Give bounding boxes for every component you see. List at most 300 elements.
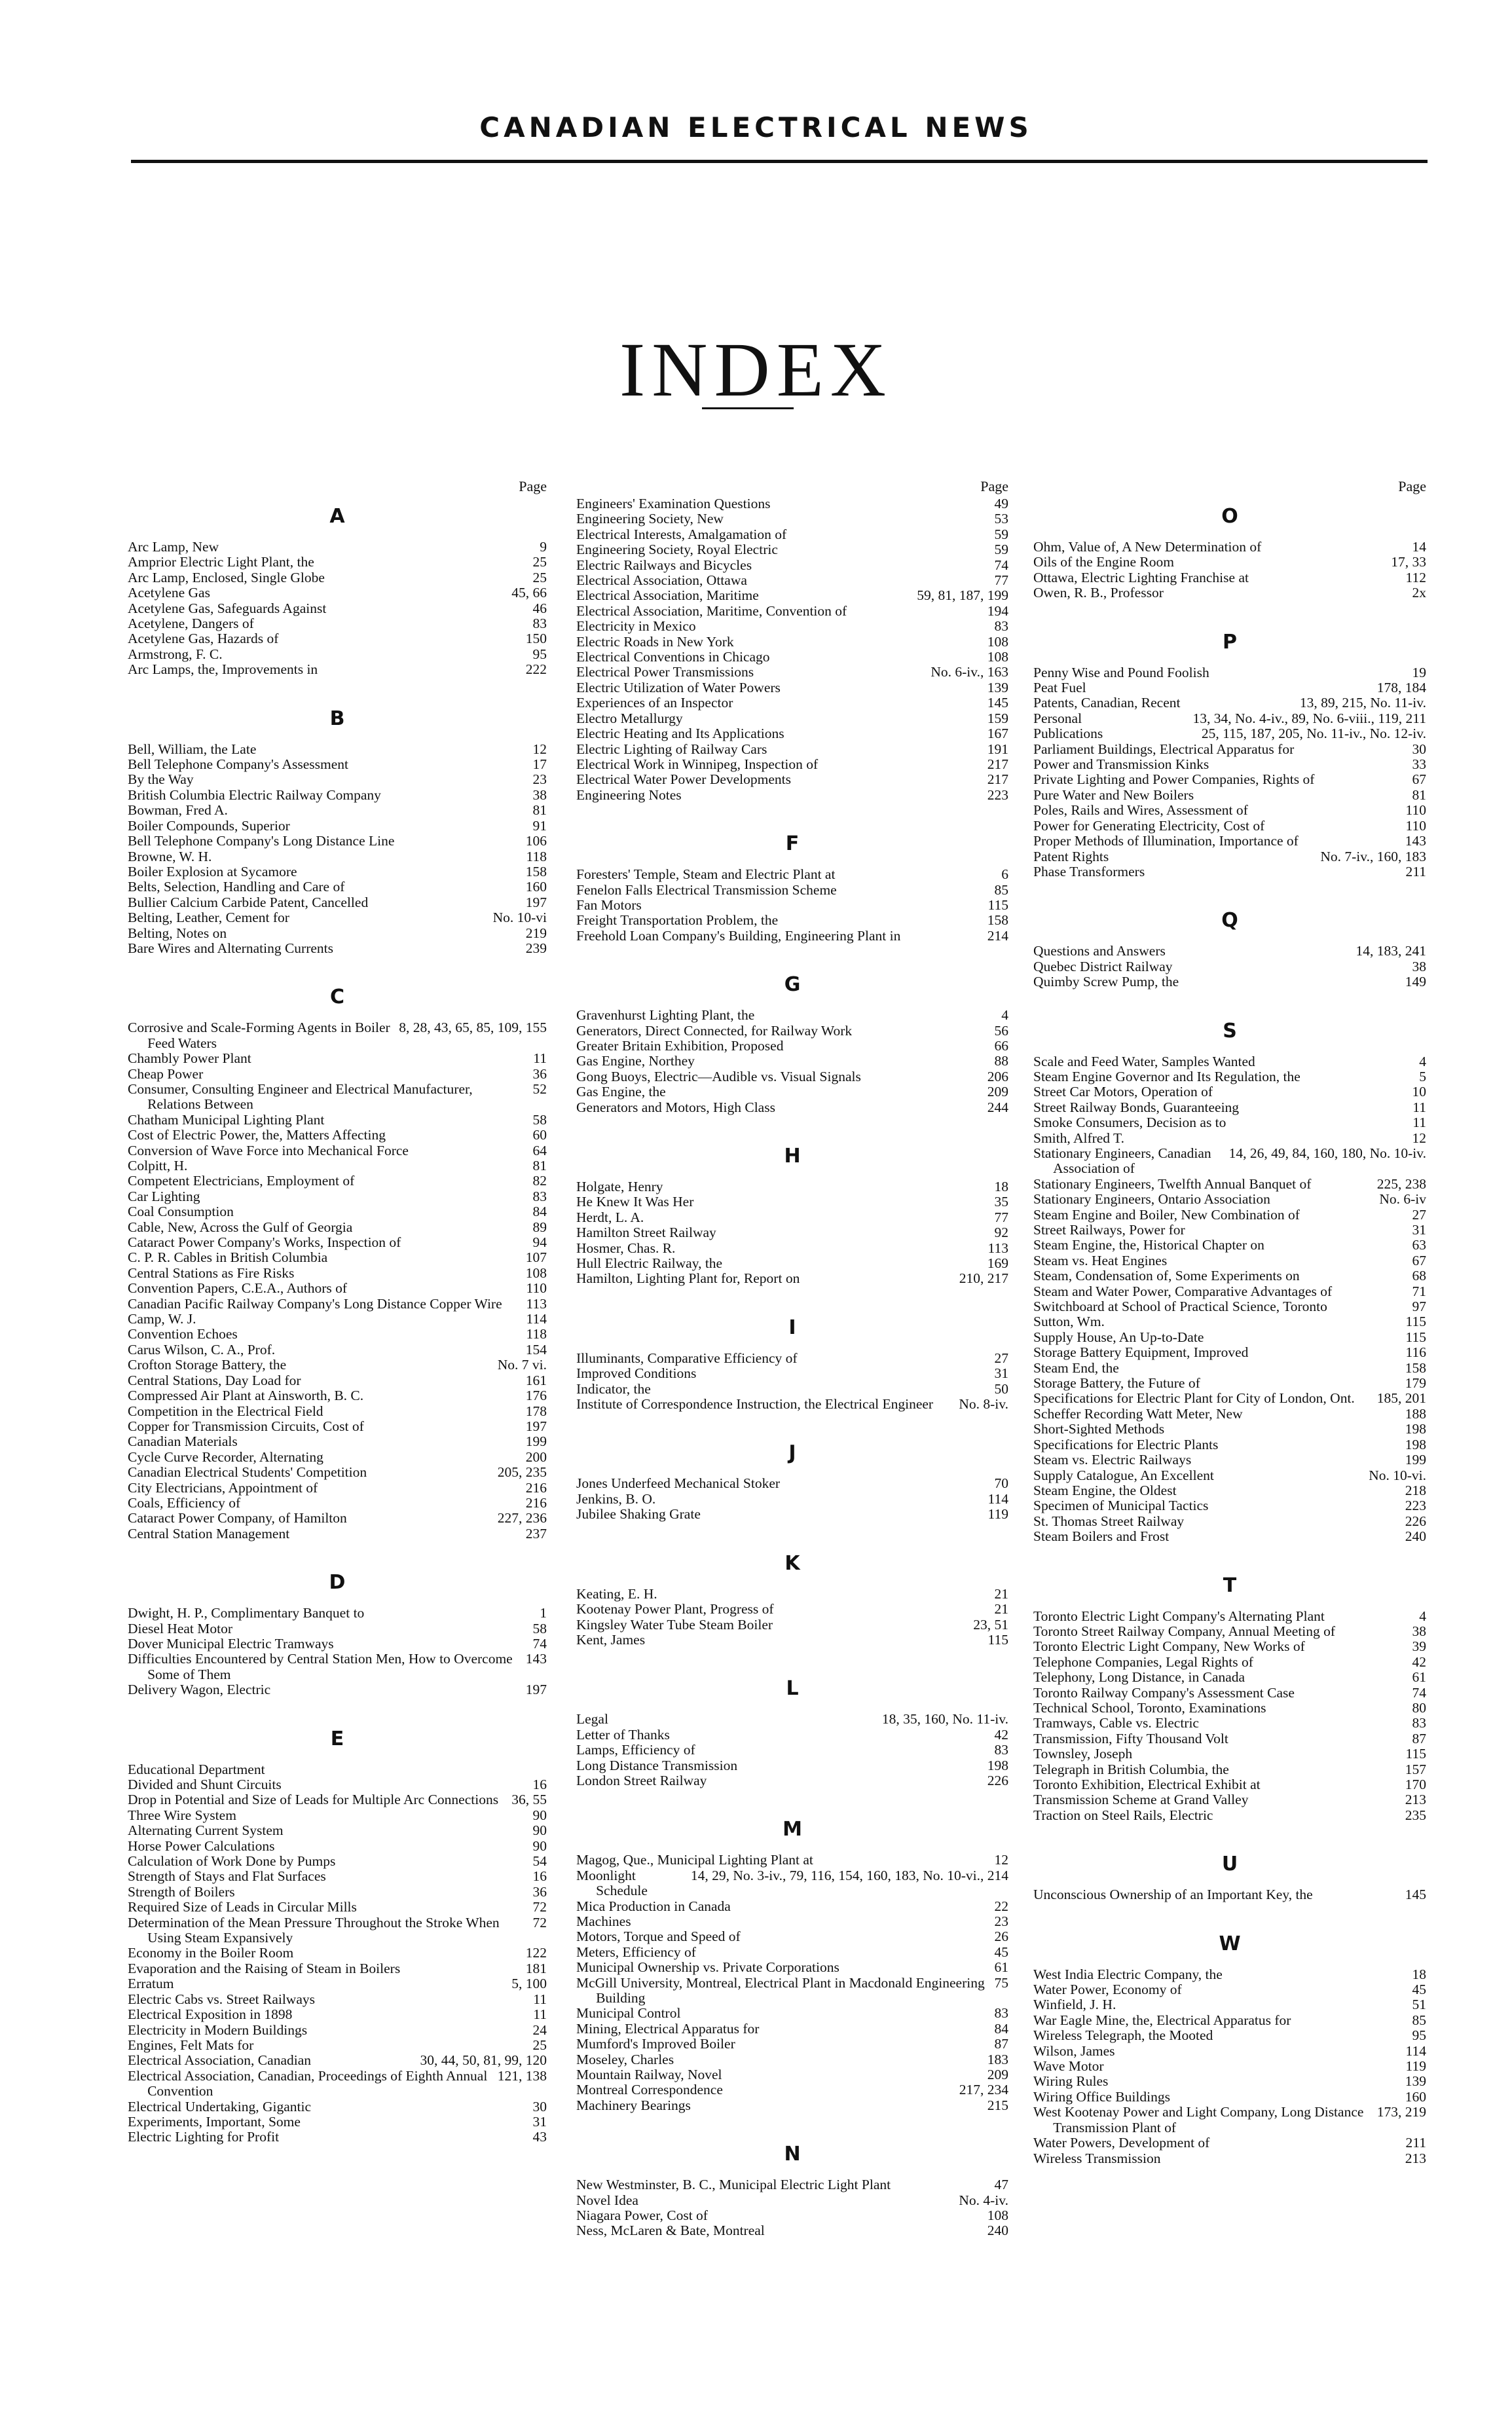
index-entry [576,496,1008,511]
index-entry [1033,864,1426,879]
entry-pages: 210, 217 [959,1270,1008,1287]
entry-pages: 211 [1405,863,1426,879]
index-entry [576,1179,1008,1194]
entry-title: Gas Engine, the [576,1084,666,1100]
entry-pages: 74 [532,1635,547,1652]
entry-title: Steam, Condensation of, Some Experiments on [1033,1268,1300,1284]
entry-title: Competition in the Electrical Field [128,1403,323,1419]
entry-title: Kingsley Water Tube Steam Boiler [576,1616,773,1633]
entry-title: Central Station Management [128,1525,290,1542]
entry-title: Bell Telephone Company's Long Distance Line [128,833,395,849]
index-entry [1033,1345,1426,1360]
index-entry [128,1373,547,1388]
entry-pages: 36, 55 [511,1792,547,1808]
entry-pages: 66 [994,1037,1008,1054]
index-entry [576,929,1008,944]
entry-pages: 91 [532,817,547,834]
entry-pages: 197 [525,894,547,910]
entry-title: Unconscious Ownership of an Important Key, the [1033,1887,1313,1903]
entry-title: Hull Electric Railway, the [576,1255,723,1272]
index-entry [1033,585,1426,600]
entry-title: Acetylene Gas [128,585,210,601]
index-entry [1033,2059,1426,2074]
index-entry [128,879,547,895]
index-entry [1033,1100,1426,1115]
entry-pages: 197 [525,1418,547,1434]
entry-pages: 74 [1412,1684,1426,1701]
entry-pages: 46 [532,600,547,616]
index-entry [1033,1609,1426,1624]
entry-title: Illuminants, Comparative Efficiency of [576,1350,798,1366]
entry-title: Electrical Association, Maritime, Convention of [576,602,847,619]
entry-title: Legal [576,1711,608,1727]
entry-title: Herdt, L. A. [576,1209,644,1225]
entry-pages: 11 [533,1991,547,2007]
entry-title: Jenkins, B. O. [576,1490,656,1507]
entry-title: Colpitt, H. [128,1158,188,1173]
entry-pages: 225, 238 [1376,1175,1426,1192]
index-entry [1033,2105,1426,2135]
entry-pages: 84 [994,2020,1008,2037]
entry-title: Indicator, the [576,1380,651,1397]
index-entry [576,2006,1008,2021]
entry-pages: 108 [987,649,1008,665]
entry-pages: 27 [1412,1206,1426,1223]
entry-title: Arc Lamps, the, Improvements in [128,661,318,678]
entry-pages: 72 [532,1899,547,1915]
journal-title: CANADIAN ELECTRICAL NEWS [479,111,1033,143]
entry-title: Mica Production in Canada [576,1898,731,1914]
entry-pages: 112 [1405,569,1426,585]
entry-title: Wiring Rules [1033,2073,1109,2090]
entry-pages: 145 [987,695,1008,711]
index-entry [128,1357,547,1373]
entry-pages: 240 [1405,1528,1426,1545]
index-entry [576,1351,1008,1366]
entry-title: Telegraph in British Columbia, the [1033,1761,1229,1777]
index-entry [128,662,547,677]
index-entry [128,1762,547,1777]
section-letter-l: L [786,1677,799,1701]
index-entry [128,1204,547,1219]
index-entry [576,1899,1008,1914]
index-entry [128,1839,547,1854]
entry-title: Specifications for Electric Plants [1033,1436,1219,1452]
entry-pages: 30, 44, 50, 81, 99, 120 [420,2052,547,2069]
entry-pages: 12 [1412,1130,1426,1146]
page-column-heading: Page [519,478,547,494]
entry-pages: 113 [526,1295,547,1312]
entry-pages: 38 [1412,1623,1426,1639]
entry-title: Street Railway Bonds, Guaranteeing [1033,1099,1240,1115]
entry-title: Wiring Office Buildings [1033,2088,1170,2105]
entry-pages: 97 [1412,1299,1426,1315]
entry-title: Delivery Wagon, Electric [128,1682,271,1698]
section-letter-g: G [784,973,801,997]
entry-title: Toronto Electric Light Company's Alternating Plant [1033,1608,1325,1624]
entry-title: Steam vs. Heat Engines [1033,1252,1168,1268]
index-entry [128,555,547,570]
index-entry [128,1606,547,1621]
index-entry [1033,1268,1426,1283]
entry-pages: 26 [994,1929,1008,1945]
index-entry [128,2007,547,2022]
entry-title: Electric Roads in New York [576,633,734,650]
entry-pages: 4 [1419,1608,1426,1624]
entry-pages: No. 6-iv., 163 [931,664,1008,680]
index-entry [1033,1054,1426,1069]
entry-title: Smith, Alfred T. [1033,1130,1124,1146]
entry-pages: 216 [525,1479,547,1496]
index-entry [1033,665,1426,680]
entry-pages: 197 [525,1682,547,1698]
entry-title: Generators and Motors, High Class [576,1099,775,1115]
index-entry [128,1189,547,1204]
entry-pages: 25 [532,2037,547,2053]
entry-title: Divided and Shunt Circuits [128,1777,282,1792]
index-entry [576,1758,1008,1773]
section-letter-t: T [1223,1574,1237,1597]
index-entry [128,1976,547,1991]
entry-pages: 83 [532,616,547,632]
index-entry [128,864,547,879]
entry-pages: 23 [532,771,547,788]
entry-pages: 114 [1405,2042,1426,2059]
index-entry [128,2038,547,2053]
index-entry [576,2177,1008,2192]
index-column-3 [1033,478,1426,2166]
entry-pages: 205, 235 [497,1464,547,1481]
entry-pages: 214 [987,927,1008,944]
header-rule [131,160,1428,163]
entry-title: Acetylene Gas, Safeguards Against [128,600,327,616]
entry-pages: 83 [994,618,1008,635]
entry-pages: 13, 89, 215, No. 11-iv. [1299,695,1426,711]
index-entry [1033,1208,1426,1223]
entry-title: Erratum [128,1976,174,1992]
index-entry [128,1327,547,1342]
index-entry [1033,1746,1426,1762]
entry-title: Switchboard at School of Practical Science, Toronto [1033,1299,1327,1315]
entry-title: Compressed Air Plant at Ainsworth, B. C. [128,1388,364,1404]
index-entry [576,883,1008,898]
entry-title: Cataract Power Company, of Hamilton [128,1510,347,1526]
entry-title: British Columbia Electric Railway Company [128,786,381,803]
entry-title: Engineering Notes [576,786,682,803]
index-entry [576,913,1008,928]
entry-pages: 11 [533,1050,547,1067]
index-entry [1033,1498,1426,1513]
entry-title: Amprior Electric Light Plant, the [128,554,314,570]
entry-title: Evaporation and the Raising of Steam in Boilers [128,1960,401,1976]
entry-title: Water Powers, Development of [1033,2135,1210,2151]
entry-pages: 45 [1412,1982,1426,1998]
entry-pages: No. 10-vi [492,910,547,926]
index-entry [576,1945,1008,1960]
entry-title: Electricity in Modern Buildings [128,2022,308,2038]
entry-title: Economy in the Boiler Room [128,1945,294,1961]
entry-title: Tramways, Cable vs. Electric [1033,1715,1199,1731]
entry-title: Hosmer, Chas. R. [576,1240,676,1256]
index-entry [576,1960,1008,1975]
entry-title: Questions and Answers [1033,943,1166,959]
entry-pages: 89 [532,1219,547,1235]
entry-title: Machinery Bearings [576,2097,691,2113]
entry-pages: 39 [1412,1638,1426,1655]
entry-pages: 6 [1001,866,1008,883]
entry-title: Difficulties Encountered by Central Station Men, How to Overcome Some of Them [128,1651,513,1682]
index-entry [128,1823,547,1838]
entry-pages: 227, 236 [497,1510,547,1526]
index-entry [128,1808,547,1823]
entry-title: Bullier Calcium Carbide Patent, Cancelled [128,894,369,910]
entry-title: Strength of Stays and Flat Surfaces [128,1868,326,1885]
section-letter-q: Q [1221,909,1238,933]
entry-title: Engineering Society, New [576,511,724,527]
index-entry [576,2037,1008,2052]
entry-title: Municipal Ownership vs. Private Corporations [576,1959,839,1976]
entry-pages: 178 [525,1403,547,1419]
entry-pages: 61 [1412,1669,1426,1686]
index-entry [128,819,547,834]
entry-pages: 118 [526,848,547,864]
index-entry [576,527,1008,542]
entry-title: Toronto Exhibition, Electrical Exhibit at [1033,1777,1261,1792]
index-entry [576,1773,1008,1788]
entry-pages: 4 [1419,1053,1426,1069]
section-letter-n: N [784,2143,801,2166]
index-entry [576,2193,1008,2208]
entry-pages: 1 [540,1605,547,1621]
entry-pages: 110 [1405,817,1426,834]
entry-pages: 95 [532,646,547,662]
entry-pages: 122 [525,1945,547,1961]
index-entry [576,588,1008,603]
entry-title: Electrical Association, Canadian [128,2052,312,2069]
entry-pages: 83 [1412,1715,1426,1731]
entry-pages: 115 [1405,1329,1426,1345]
entry-title: Freehold Loan Company's Building, Engineering Plant in [576,927,901,944]
entry-pages: 145 [1405,1887,1426,1903]
entry-title: Moonlight Schedule [576,1867,648,1899]
index-entry [576,1054,1008,1069]
index-entry [128,1465,547,1480]
entry-pages: 158 [987,912,1008,929]
index-entry [128,1526,547,1542]
index-entry [576,542,1008,557]
entry-pages: 218 [1405,1482,1426,1498]
index-entry [1033,742,1426,757]
entry-title: Moseley, Charles [576,2051,674,2067]
entry-title: Street Car Motors, Operation of [1033,1084,1213,1100]
section-letter-s: S [1223,1019,1237,1043]
index-entry [1033,1731,1426,1746]
index-entry [1033,1686,1426,1701]
entry-pages: 16 [532,1777,547,1792]
entry-pages: 51 [1412,1997,1426,2013]
index-entry [128,1281,547,1296]
entry-pages: 25 [532,554,547,570]
entry-title: McGill University, Montreal, Electrical Plant in Macdonald Engineering Building [576,1974,985,2006]
index-entry [1033,1997,1426,2012]
entry-pages: 83 [994,2005,1008,2022]
entry-title: Storage Battery Equipment, Improved [1033,1344,1249,1361]
index-entry [1033,1982,1426,1997]
entry-title: Mining, Electrical Apparatus for [576,2020,760,2037]
entry-title: Gas Engine, Northey [576,1053,695,1069]
index-entry [128,1434,547,1449]
index-entry [128,1158,547,1173]
entry-title: Acetylene, Dangers of [128,616,254,632]
entry-title: Toronto Street Railway Company, Annual Meeting of [1033,1623,1336,1639]
section-letter-c: C [329,986,345,1009]
entry-title: Wilson, James [1033,2042,1115,2059]
index-entry [576,1492,1008,1507]
entry-pages: 226 [987,1772,1008,1788]
index-entry [128,616,547,631]
entry-title: Water Power, Economy of [1033,1982,1182,1998]
entry-title: Hamilton, Lighting Plant for, Report on [576,1270,800,1287]
entry-pages: 115 [987,896,1008,913]
index-entry [128,1128,547,1143]
entry-title: Generators, Direct Connected, for Railway Work [576,1022,853,1039]
entry-title: Holgate, Henry [576,1179,663,1194]
entry-pages: 237 [525,1525,547,1542]
entry-title: Electrical Power Transmissions [576,664,754,680]
index-entry [128,647,547,662]
entry-title: Wireless Telegraph, the Mooted [1033,2027,1213,2044]
entry-pages: No. 10-vi. [1369,1467,1426,1483]
index-entry [576,788,1008,803]
entry-pages: 106 [525,833,547,849]
entry-pages: 198 [1405,1421,1426,1437]
entry-title: Consumer, Consulting Engineer and Electrical Manufacturer, Relations Between [128,1080,473,1113]
entry-pages: 160 [1405,2088,1426,2105]
index-entry [128,1450,547,1465]
index-entry [576,898,1008,913]
section-letter-u: U [1221,1853,1238,1876]
index-entry [1033,2151,1426,2166]
index-entry [128,2023,547,2038]
index-entry [128,1051,547,1066]
entry-title: Electrical Work in Winnipeg, Inspection of [576,756,819,772]
entry-title: He Knew It Was Her [576,1194,694,1210]
index-entry [1033,1361,1426,1376]
entry-pages: 169 [987,1255,1008,1272]
entry-title: Electric Cabs vs. Street Railways [128,1991,315,2007]
entry-title: Electrical Association, Maritime [576,587,759,604]
entry-title: Canadian Materials [128,1433,238,1450]
entry-title: Electrical Water Power Developments [576,771,792,788]
entry-title: Belting, Leather, Cement for [128,910,289,926]
entry-pages: 14, 183, 241 [1355,943,1426,959]
index-entry [1033,1223,1426,1238]
index-entry [576,1976,1008,2006]
entry-title: Electrical Exposition in 1898 [128,2006,293,2023]
entry-title: Gravenhurst Lighting Plant, the [576,1007,755,1024]
entry-pages: 85 [994,881,1008,898]
entry-pages: 75 [994,1974,1008,1991]
entry-title: Steam and Water Power, Comparative Advantages of [1033,1283,1333,1299]
entry-title: St. Thomas Street Railway [1033,1513,1185,1529]
section-letter-m: M [783,1818,802,1841]
entry-title: Belts, Selection, Handling and Care of [128,879,345,895]
entry-pages: 30 [1412,741,1426,757]
index-entry [576,1587,1008,1602]
index-entry [1033,1967,1426,1982]
entry-pages: 14, 26, 49, 84, 160, 180, No. 10-iv. [1228,1145,1426,1161]
index-entry [576,1507,1008,1522]
entry-pages: 12 [532,741,547,757]
entry-pages: 223 [987,786,1008,803]
entry-title: Specifications for Electric Plant for City of London, Ont. [1033,1390,1355,1407]
entry-title: Bell Telephone Company's Assessment [128,756,348,773]
index-entry [128,2130,547,2145]
entry-title: Mountain Railway, Novel [576,2067,722,2083]
index-entry [128,1220,547,1235]
entry-pages: 176 [525,1388,547,1404]
index-entry [128,570,547,585]
entry-pages: 42 [994,1726,1008,1743]
entry-title: Poles, Rails and Wires, Assessment of [1033,802,1248,819]
entry-title: Wave Motor [1033,2058,1104,2075]
entry-pages: 108 [987,2207,1008,2224]
entry-title: Foresters' Temple, Steam and Electric Plant at [576,866,836,883]
entry-pages: 19 [1412,664,1426,680]
entry-title: Electrical Association, Ottawa [576,572,747,589]
entry-title: Coals, Efficiency of [128,1494,241,1511]
index-entry [576,867,1008,882]
entry-pages: 59 [994,542,1008,558]
index-entry [128,1235,547,1250]
entry-title: Niagara Power, Cost of [576,2207,708,2224]
entry-pages: 181 [525,1960,547,1976]
index-entry [576,1476,1008,1491]
entry-title: Municipal Control [576,2005,681,2022]
entry-title: Jubilee Shaking Grate [576,1506,701,1523]
entry-title: Steam Engine Governor and Its Regulation, the [1033,1068,1300,1084]
entry-pages: 42 [1412,1653,1426,1670]
entry-title: Belting, Notes on [128,925,227,941]
entry-pages: 240 [987,2223,1008,2239]
entry-title: Crofton Storage Battery, the [128,1357,287,1373]
entry-pages: 185, 201 [1376,1390,1426,1407]
index-entry [576,772,1008,787]
entry-title: Scheffer Recording Watt Meter, New [1033,1405,1243,1422]
index-entry [128,1312,547,1327]
index-entry [128,1900,547,1915]
index-entry [128,803,547,818]
entry-pages: 115 [1405,1746,1426,1762]
entry-pages: 226 [1405,1513,1426,1529]
entry-pages: 157 [1405,1761,1426,1777]
entry-title: Specimen of Municipal Tactics [1033,1498,1209,1514]
index-entry [1033,680,1426,695]
index-entry [576,1008,1008,1023]
entry-pages: 83 [994,1742,1008,1758]
entry-title: Mumford's Improved Boiler [576,2036,735,2052]
entry-title: Central Stations as Fire Risks [128,1265,295,1281]
index-entry [576,1069,1008,1084]
index-entry [576,2022,1008,2037]
index-entry [1033,1314,1426,1329]
entry-pages: 173, 219 [1376,2104,1426,2120]
index-entry [128,1652,547,1682]
section-letter-j: J [788,1441,796,1465]
entry-pages: 50 [994,1380,1008,1397]
entry-pages: No. 8-iv. [959,1396,1008,1413]
entry-pages: 215 [987,2097,1008,2113]
